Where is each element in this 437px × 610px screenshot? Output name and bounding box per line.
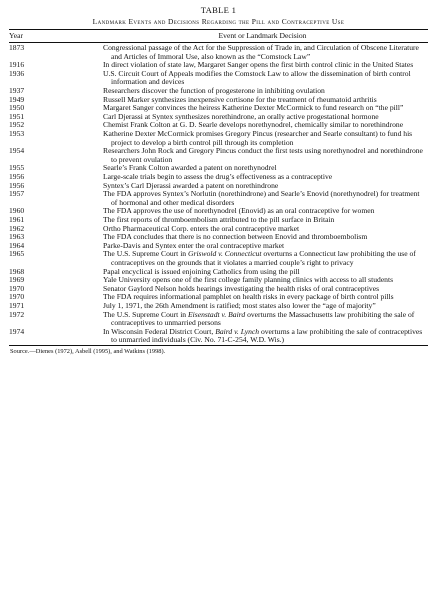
- row-event: Margaret Sanger convinces the heiress Katherine Dexter McCormick to fund research on “the pill”: [103, 103, 404, 113]
- row-event: Searle’s Frank Colton awarded a patent on norethynodrel: [103, 163, 277, 173]
- row-year: 1956: [9, 180, 25, 190]
- row-year: 1957: [9, 189, 25, 199]
- table-row: [9, 44, 428, 61]
- row-year: 1954: [9, 146, 25, 156]
- row-year: 1916: [9, 60, 25, 70]
- row-event: Congressional passage of the Act for the Suppression of Trade in, and Circulation of Obscene Literature and Articles of Immoral Use, also known as the “Comstock Law”: [103, 43, 419, 61]
- row-event: Parke-Davis and Syntex enter the oral contraceptive market: [103, 240, 285, 250]
- header-event: Event or Landmark Decision: [218, 30, 307, 40]
- row-year: 1962: [9, 223, 25, 233]
- table-row: [9, 147, 428, 164]
- row-event: Senator Gaylord Nelson holds hearings investigating the health risks of oral contraceptives: [103, 283, 380, 293]
- row-year: 1952: [9, 120, 25, 130]
- row-year: 1936: [9, 68, 25, 78]
- row-year: 1971: [9, 300, 25, 310]
- row-event: Ortho Pharmaceutical Corp. enters the oral contraceptive market: [103, 223, 300, 233]
- table-row: [9, 190, 428, 207]
- row-year: 1953: [9, 129, 25, 139]
- row-year: 1949: [9, 94, 25, 104]
- row-event: July 1, 1971, the 26th Amendment is ratified; most states also lower the “age of majority”: [103, 300, 376, 310]
- row-year: 1963: [9, 232, 25, 242]
- table-row: [9, 130, 428, 147]
- row-year: 1969: [9, 275, 25, 285]
- row-event: The U.S. Supreme Court in Eisenstadt v. Baird overturns the Massachusetts law prohibiting the sale of contraceptives to unmarried persons: [103, 309, 415, 328]
- row-year: 1970: [9, 283, 25, 293]
- row-year: 1970: [9, 292, 25, 302]
- row-event: The U.S. Supreme Court in Griswold v. Connecticut overturns a Connecticut law prohibiting the use of contraceptives on the grounds that it violates a married couple’s right to privacy: [103, 249, 416, 267]
- row-year: 1964: [9, 240, 25, 250]
- row-year: 1951: [9, 111, 25, 121]
- row-year: 1974: [9, 326, 25, 336]
- row-event: Large-scale trials begin to assess the drug’s effectiveness as a contraceptive: [103, 172, 333, 181]
- row-year: 1960: [9, 206, 25, 216]
- row-year: 1873: [9, 43, 25, 53]
- row-year: 1956: [9, 172, 25, 181]
- row-event: The FDA concludes that there is no connection between Enovid and thromboembolism: [103, 232, 368, 242]
- row-event: Researchers discover the function of progesterone in inhibiting ovulation: [103, 86, 325, 96]
- bottom-rule: [9, 345, 428, 346]
- table-row: [9, 70, 428, 87]
- row-event: The FDA requires informational pamphlet on health risks in every package of birth control pills: [103, 292, 394, 302]
- table-number: TABLE 1: [200, 5, 237, 15]
- table-source: Source.—Dienes (1972), Asbell (1995), and Watkins (1998).: [10, 347, 166, 355]
- row-event: The FDA approves the use of norethynodrel (Enovid) as an oral contraceptive for women: [103, 206, 375, 216]
- table-title: Landmark Events and Decisions Regarding the Pill and Contraceptive Use: [92, 16, 345, 26]
- row-event: The first reports of thromboembolism attributed to the pill surface in Britain: [103, 214, 335, 224]
- table-header: [9, 30, 428, 43]
- row-event: Carl Djerassi at Syntex synthesizes norethindrone, an orally active progestational hormone: [103, 111, 379, 121]
- row-year: 1961: [9, 214, 25, 224]
- row-event: Syntex’s Carl Djerassi awarded a patent on norethindrone: [103, 180, 279, 190]
- row-event: Researchers John Rock and Gregory Pincus conduct the first tests using norethynodrel and norethindrone to prevent ovulation: [103, 146, 423, 164]
- row-event: Yale University opens one of the first college family planning clinics with access to all students: [103, 275, 394, 285]
- row-year: 1968: [9, 266, 25, 276]
- row-year: 1965: [9, 249, 25, 259]
- table-row: [9, 250, 428, 267]
- row-year: 1950: [9, 103, 25, 113]
- table-row: [9, 328, 428, 345]
- table-body: [9, 43, 428, 345]
- row-event: Papal encyclical is issued enjoining Catholics from using the pill: [103, 266, 300, 276]
- row-year: 1937: [9, 86, 25, 96]
- row-event: In Wisconsin Federal District Court, Baird v. Lynch overturns a law prohibiting the sale of contraceptives to unmarried individuals (Civ. No. 71-C-254, W.D. Wis.): [103, 326, 423, 345]
- row-year: 1955: [9, 163, 25, 173]
- row-event: U.S. Circuit Court of Appeals modifies the Comstock Law to allow the dissemination of birth control information and devices: [103, 68, 411, 87]
- row-event: Chemist Frank Colton at G. D. Searle develops norethynodrel, chemically similar to norethindrone: [103, 120, 404, 130]
- table-row: [9, 311, 428, 328]
- header-year: Year: [9, 30, 23, 40]
- row-event: Katherine Dexter McCormick promises Gregory Pincus (researcher and Searle consultant) to fund his project to develop a birth control pill through its completion: [103, 129, 413, 147]
- row-event: In direct violation of state law, Margaret Sanger opens the first birth control clinic in the United States: [103, 60, 414, 70]
- row-event: Russell Marker synthesizes inexpensive cortisone for the treatment of rheumatoid arthritis: [103, 94, 377, 104]
- row-event: The FDA approves Syntex’s Norlutin (norethindrone) and Searle’s Enovid (norethynodrel) for treatment of hormonal and other medical disorders: [103, 189, 420, 207]
- row-year: 1972: [9, 309, 25, 319]
